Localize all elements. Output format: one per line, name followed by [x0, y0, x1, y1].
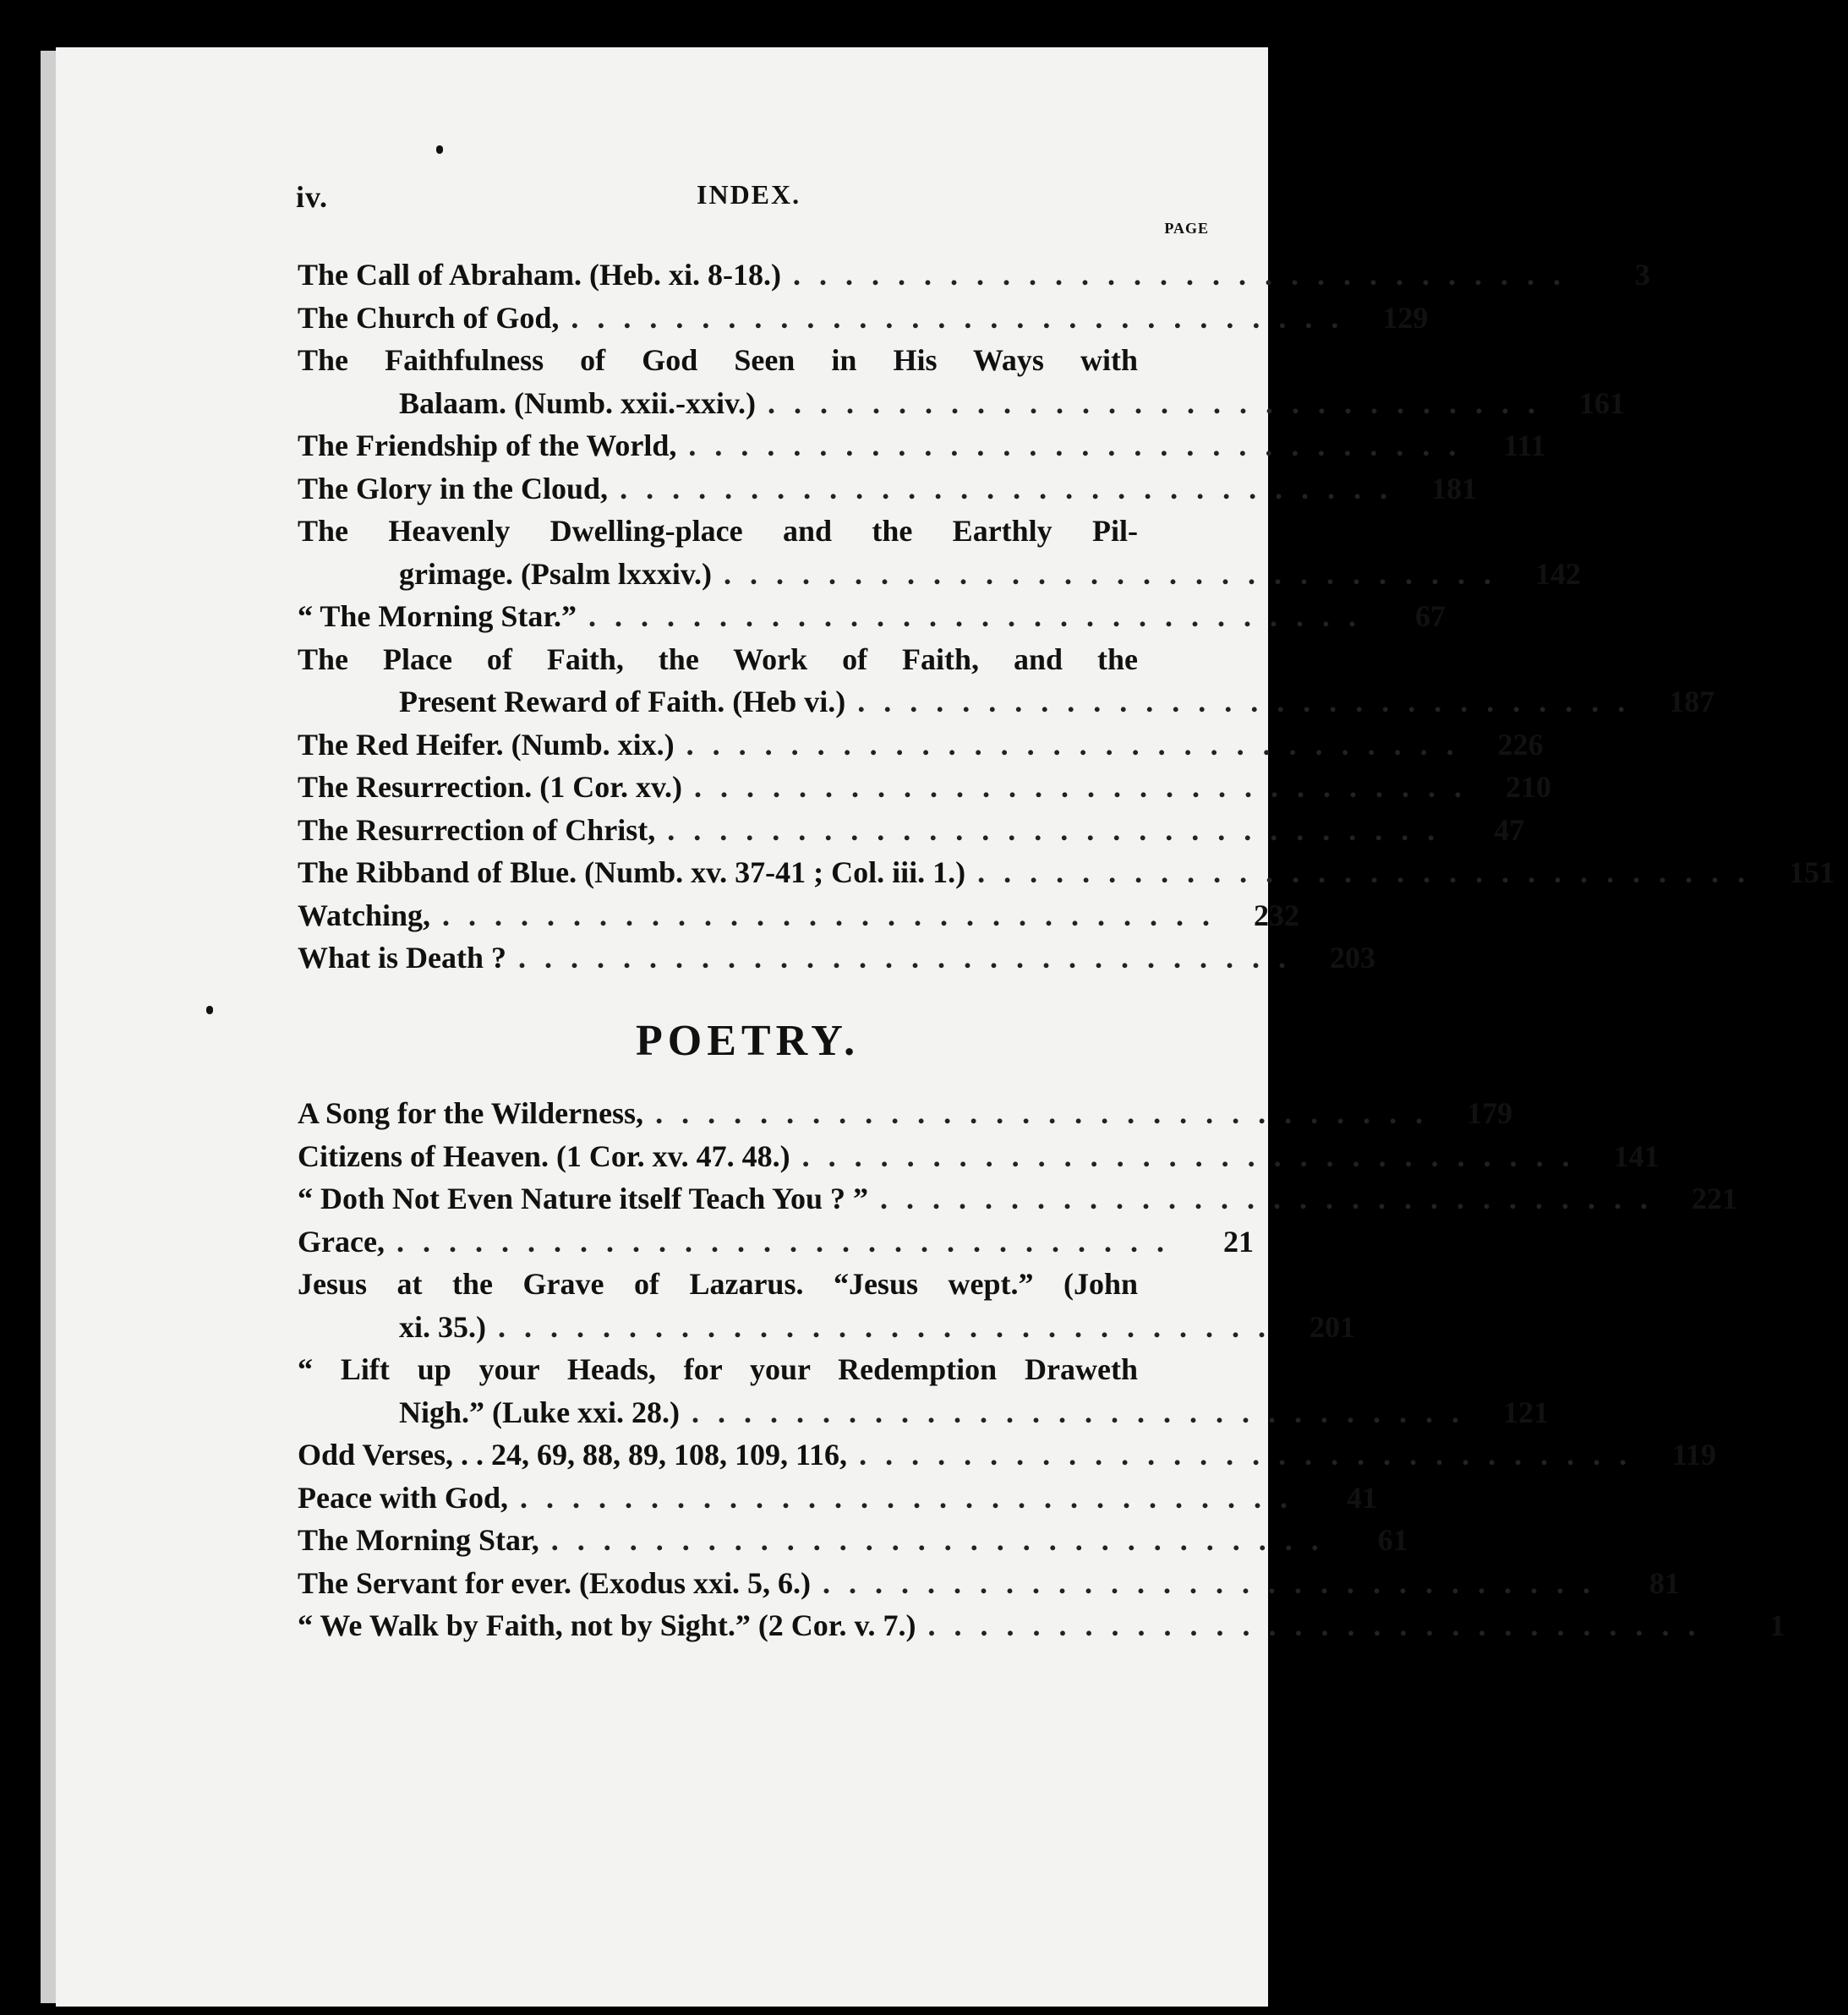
page-number: 3 [1635, 258, 1650, 292]
entry-row [298, 297, 1429, 340]
entry-row [298, 1135, 1659, 1178]
index-entry [298, 467, 1478, 511]
entry-row [298, 809, 1525, 852]
page-number: 226 [1497, 727, 1544, 762]
entry-row [298, 254, 1650, 297]
entry-title-line: Present Reward of Faith. (Heb vi.) [399, 685, 846, 718]
page-number: 161 [1579, 385, 1626, 420]
page-number: 179 [1467, 1096, 1513, 1130]
entry-title-line: The Call of Abraham. (Heb. xi. 8-18.) [298, 258, 781, 292]
index-entry [298, 1177, 1738, 1220]
index-entry [298, 1263, 1355, 1348]
entry-title-line: “ The Morning Star.” [298, 599, 577, 633]
page-number: 41 [1346, 1480, 1377, 1515]
entry-row [298, 937, 1376, 980]
entry-title-line: The Servant for ever. (Exodus xxi. 5, 6.) [298, 1565, 811, 1600]
page-number: 81 [1649, 1565, 1680, 1600]
entry-title-line: The Resurrection of Christ, [298, 812, 656, 847]
running-head: INDEX. [697, 179, 801, 210]
entry-title-line: A Song for the Wilderness, [298, 1096, 644, 1130]
dot-leader: .............................. [686, 727, 1473, 762]
dot-leader: .............................. [667, 812, 1454, 847]
entry-title-line: The Place of Faith, the Work of Faith, and the [298, 642, 1138, 676]
entry-row [298, 1562, 1680, 1605]
page-number: 67 [1415, 599, 1446, 633]
entry-row [298, 1220, 1254, 1264]
entry-row [298, 595, 1446, 638]
ink-speck [436, 145, 443, 154]
entry-row [298, 894, 1300, 937]
index-entry [298, 1433, 1717, 1477]
page-number: 221 [1692, 1182, 1738, 1215]
prose-index-list [298, 254, 1835, 980]
dot-leader: .............................. [588, 599, 1375, 633]
entry-title-line: The Glory in the Cloud, [298, 471, 609, 505]
entry-title-line: “ Lift up your Heads, for your Redemption Draweth [298, 1352, 1138, 1386]
page-folio: iv. [296, 180, 329, 214]
entry-title-line: Citizens of Heaven. (1 Cor. xv. 47. 48.) [298, 1139, 790, 1173]
entry-row [298, 1177, 1738, 1220]
page-number: 21 [1222, 1224, 1254, 1259]
dot-leader: .............................. [498, 1309, 1284, 1344]
index-entry [298, 424, 1546, 467]
index-entry [298, 1562, 1680, 1605]
page-number: 61 [1377, 1523, 1408, 1557]
page-number: 210 [1505, 770, 1551, 804]
page-number: 111 [1503, 429, 1546, 462]
page-header [242, 169, 1222, 220]
index-entry [298, 1477, 1377, 1520]
entry-title-line: “ Doth Not Even Nature itself Teach You ? ” [298, 1182, 869, 1215]
entry-title-line: The Friendship of the World, [298, 429, 677, 462]
index-entry [298, 254, 1650, 297]
index-entry [298, 297, 1429, 340]
entry-title-line: Peace with God, [298, 1480, 508, 1515]
dot-leader: .............................. [793, 258, 1579, 292]
dot-leader: .............................. [693, 770, 1480, 804]
dot-leader: .............................. [571, 300, 1358, 335]
entry-title-line: Grace, [298, 1224, 385, 1259]
dot-leader: .............................. [927, 1608, 1714, 1642]
entry-title-line: Nigh.” (Luke xxi. 28.) [399, 1395, 681, 1429]
entry-title-line: Odd Verses, . . 24, 69, 88, 89, 108, 109, 116, [298, 1438, 848, 1472]
index-entry [298, 937, 1376, 980]
index-entry [298, 1220, 1254, 1264]
index-entry [298, 809, 1525, 852]
index-page-content [242, 169, 1835, 1642]
index-entry [298, 724, 1544, 767]
entry-row [298, 1477, 1377, 1520]
page-number: 151 [1789, 855, 1835, 889]
entry-title-line: The Morning Star, [298, 1523, 539, 1557]
dot-leader: .............................. [655, 1096, 1442, 1130]
index-entry [298, 766, 1551, 809]
entry-row [298, 1306, 1355, 1349]
entry-title-line: The Red Heifer. (Numb. xix.) [298, 727, 675, 762]
poetry-heading: POETRY. [636, 1017, 861, 1065]
dot-leader: .............................. [550, 1523, 1337, 1557]
page-column-label: PAGE [1164, 220, 1209, 237]
entry-row [298, 680, 1715, 724]
entry-title-line: The Heavenly Dwelling-place and the Earthly Pil- [298, 514, 1138, 548]
index-entry [298, 638, 1715, 724]
entry-title-line: “ We Walk by Faith, not by Sight.” (2 Cor. v. 7.) [298, 1608, 916, 1642]
entry-row [298, 382, 1626, 425]
dot-leader: .............................. [518, 941, 1305, 975]
dot-leader: .............................. [692, 1395, 1479, 1429]
entry-title-line: The Church of God, [298, 300, 560, 335]
dot-leader: .............................. [768, 385, 1555, 420]
entry-row [298, 467, 1478, 511]
page-number: 232 [1254, 898, 1300, 932]
entry-title-line: The Ribband of Blue. (Numb. xv. 37-41 ; Col. iii. 1.) [298, 855, 966, 889]
entry-row [298, 851, 1835, 894]
index-entry [298, 595, 1446, 638]
entry-title-line: grimage. (Psalm lxxxiv.) [399, 556, 712, 591]
entry-title-line: Jesus at the Grave of Lazarus. “Jesus wept.” (John [298, 1267, 1138, 1301]
entry-title-line: xi. 35.) [399, 1309, 486, 1344]
page-number: 141 [1613, 1139, 1659, 1173]
page-number: 187 [1669, 685, 1715, 718]
entry-row [298, 1391, 1550, 1434]
entry-title-line: Watching, [298, 898, 431, 932]
entry-row [298, 1092, 1513, 1135]
page-number: 129 [1382, 300, 1429, 335]
entry-row [298, 1519, 1408, 1562]
entry-title-line: What is Death ? [298, 941, 507, 975]
dot-leader: .............................. [801, 1139, 1588, 1173]
page-number: 142 [1534, 556, 1581, 591]
dot-leader: .............................. [823, 1565, 1609, 1600]
dot-leader: .............................. [396, 1224, 1183, 1259]
entry-row [298, 553, 1581, 596]
dot-leader: .............................. [620, 471, 1407, 505]
dot-leader: .............................. [859, 1438, 1646, 1472]
entry-title-line: The Faithfulness of God Seen in His Ways with [298, 343, 1138, 377]
dot-leader: .............................. [880, 1182, 1667, 1215]
page-number: 1 [1769, 1608, 1785, 1642]
entry-row [298, 1433, 1717, 1477]
ink-speck [206, 1006, 213, 1014]
page-number: 47 [1494, 812, 1525, 847]
index-entry [298, 851, 1835, 894]
index-entry [298, 510, 1581, 595]
page-number: 201 [1309, 1309, 1355, 1344]
page-number: 121 [1503, 1395, 1550, 1429]
index-entry [298, 339, 1626, 424]
entry-row [298, 1604, 1785, 1647]
page-number: 181 [1431, 471, 1478, 505]
dot-leader: .............................. [977, 855, 1764, 889]
poetry-index-list [298, 1092, 1785, 1647]
dot-leader: .............................. [519, 1480, 1306, 1515]
dot-leader: .............................. [857, 685, 1644, 718]
index-entry [298, 1519, 1408, 1562]
dot-leader: .............................. [442, 898, 1229, 932]
dot-leader: .............................. [723, 556, 1510, 591]
entry-title-line: The Resurrection. (1 Cor. xv.) [298, 770, 682, 804]
index-entry [298, 1135, 1659, 1178]
page-number: 203 [1330, 941, 1376, 975]
index-entry [298, 894, 1300, 937]
entry-row [298, 724, 1544, 767]
entry-row [298, 424, 1546, 467]
index-entry [298, 1604, 1785, 1647]
entry-row [298, 766, 1551, 809]
entry-title-line: Balaam. (Numb. xxii.-xxiv.) [399, 385, 757, 420]
index-entry [298, 1092, 1513, 1135]
page-number: 119 [1672, 1438, 1717, 1472]
dot-leader: .............................. [688, 429, 1475, 462]
index-entry [298, 1348, 1550, 1433]
